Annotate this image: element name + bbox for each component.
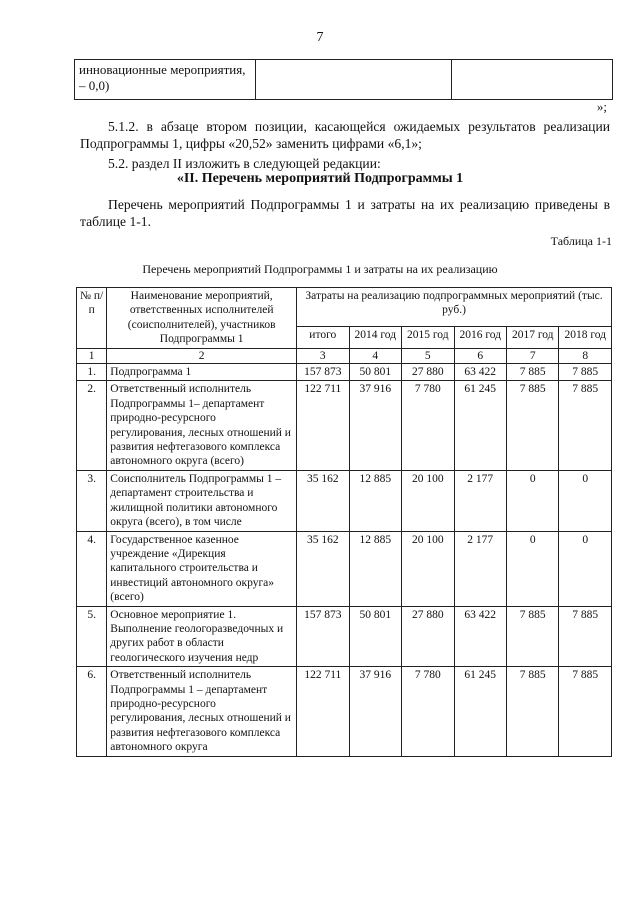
row-total: 157 873: [297, 606, 349, 667]
row-2017: 7 885: [506, 381, 558, 470]
table-row: [77, 381, 612, 470]
row-name: Соисполнитель Подпрограммы 1 – департамент строительства и жилищной политики автономного округа (всего), в том числе: [107, 470, 297, 531]
row-2017: 0: [506, 470, 558, 531]
row-2015: 7 780: [402, 667, 454, 756]
row-num: 5.: [77, 606, 107, 667]
table-row: [77, 364, 612, 381]
row-2016: 61 245: [454, 667, 506, 756]
row-2016: 61 245: [454, 381, 506, 470]
fragment-cell: инновационные мероприятия, – 0,0): [75, 60, 256, 100]
header-2017: 2017 год: [506, 327, 558, 348]
row-num: 1.: [77, 364, 107, 381]
paragraph-3: Перечень мероприятий Подпрограммы 1 и затраты на их реализацию приведены в таблице 1-1.: [80, 197, 610, 229]
index-cell: 5: [402, 348, 454, 363]
row-2017: 7 885: [506, 667, 558, 756]
header-2015: 2015 год: [402, 327, 454, 348]
row-num: 6.: [77, 667, 107, 756]
row-2017: 7 885: [506, 606, 558, 667]
row-2017: 0: [506, 531, 558, 606]
row-name: Подпрограмма 1: [107, 364, 297, 381]
row-total: 122 711: [297, 667, 349, 756]
row-total: 35 162: [297, 470, 349, 531]
row-num: 3.: [77, 470, 107, 531]
index-cell: 2: [107, 348, 297, 363]
row-2016: 2 177: [454, 531, 506, 606]
row-2014: 37 916: [349, 667, 401, 756]
closing-quote: »;: [596, 99, 607, 114]
index-row: [77, 348, 612, 363]
row-2015: 20 100: [402, 470, 454, 531]
row-2014: 37 916: [349, 381, 401, 470]
page-number: 7: [316, 30, 324, 45]
row-2016: 2 177: [454, 470, 506, 531]
row-2017: 7 885: [506, 364, 558, 381]
row-2018: 7 885: [559, 381, 612, 470]
row-2015: 7 780: [402, 381, 454, 470]
row-2014: 12 885: [349, 531, 401, 606]
fragment-cell-empty: [452, 60, 613, 100]
header-2018: 2018 год: [559, 327, 612, 348]
row-name: Ответственный исполнитель Подпрограммы 1 – департамент природно-ресурсного регулирования, лесных отношений и развития нефтегазового комплекса автономного округа: [107, 667, 297, 756]
row-2015: 27 880: [402, 606, 454, 667]
table-row: [77, 531, 612, 606]
header-2014: 2014 год: [349, 327, 401, 348]
section-title: «II. Перечень мероприятий Подпрограммы 1: [176, 171, 464, 186]
row-2014: 12 885: [349, 470, 401, 531]
row-total: 122 711: [297, 381, 349, 470]
row-2018: 0: [559, 470, 612, 531]
header-total: итого: [297, 327, 349, 348]
table-row: [77, 667, 612, 756]
index-cell: 8: [559, 348, 612, 363]
row-2014: 50 801: [349, 606, 401, 667]
index-cell: 7: [506, 348, 558, 363]
header-name: Наименование мероприятий, ответственных исполнителей (соисполнителей), участников Подпрограммы 1: [107, 288, 297, 349]
row-total: 35 162: [297, 531, 349, 606]
row-2018: 7 885: [559, 667, 612, 756]
table-label: Таблица 1-1: [550, 234, 612, 248]
row-name: Государственное казенное учреждение «Дирекция капитального строительства и инвестиций автономного округа» (всего): [107, 531, 297, 606]
header-row: [77, 288, 612, 327]
index-cell: 3: [297, 348, 349, 363]
row-2015: 27 880: [402, 364, 454, 381]
row-name: Ответственный исполнитель Подпрограммы 1– департамент природно-ресурсного регулирования, лесных отношений и развития нефтегазового комплекса автономного округа (всего): [107, 381, 297, 470]
measures-table: [76, 287, 612, 757]
row-num: 4.: [77, 531, 107, 606]
paragraph-1: 5.1.2. в абзаце втором позиции, касающейся ожидаемых результатов реализации Подпрограммы 1, цифры «20,52» заменить цифрами «6,1»;: [80, 119, 610, 151]
row-2015: 20 100: [402, 531, 454, 606]
fragment-table: [74, 59, 613, 100]
header-num: № п/п: [77, 288, 107, 349]
row-2016: 63 422: [454, 606, 506, 667]
row-2016: 63 422: [454, 364, 506, 381]
fragment-cell-empty: [256, 60, 452, 100]
row-2018: 7 885: [559, 364, 612, 381]
paragraph-2: 5.2. раздел II изложить в следующей редакции:: [108, 156, 381, 171]
row-2014: 50 801: [349, 364, 401, 381]
row-num: 2.: [77, 381, 107, 470]
row-2018: 7 885: [559, 606, 612, 667]
index-cell: 1: [77, 348, 107, 363]
header-costs: Затраты на реализацию подпрограммных мероприятий (тыс. руб.): [297, 288, 612, 327]
row-name: Основное мероприятие 1. Выполнение геологоразведочных и других работ в области геологического изучения недр: [107, 606, 297, 667]
table-row: [77, 470, 612, 531]
row-2018: 0: [559, 531, 612, 606]
index-cell: 4: [349, 348, 401, 363]
header-2016: 2016 год: [454, 327, 506, 348]
table-row: [77, 606, 612, 667]
table-title: Перечень мероприятий Подпрограммы 1 и затраты на их реализацию: [142, 262, 498, 276]
index-cell: 6: [454, 348, 506, 363]
row-total: 157 873: [297, 364, 349, 381]
